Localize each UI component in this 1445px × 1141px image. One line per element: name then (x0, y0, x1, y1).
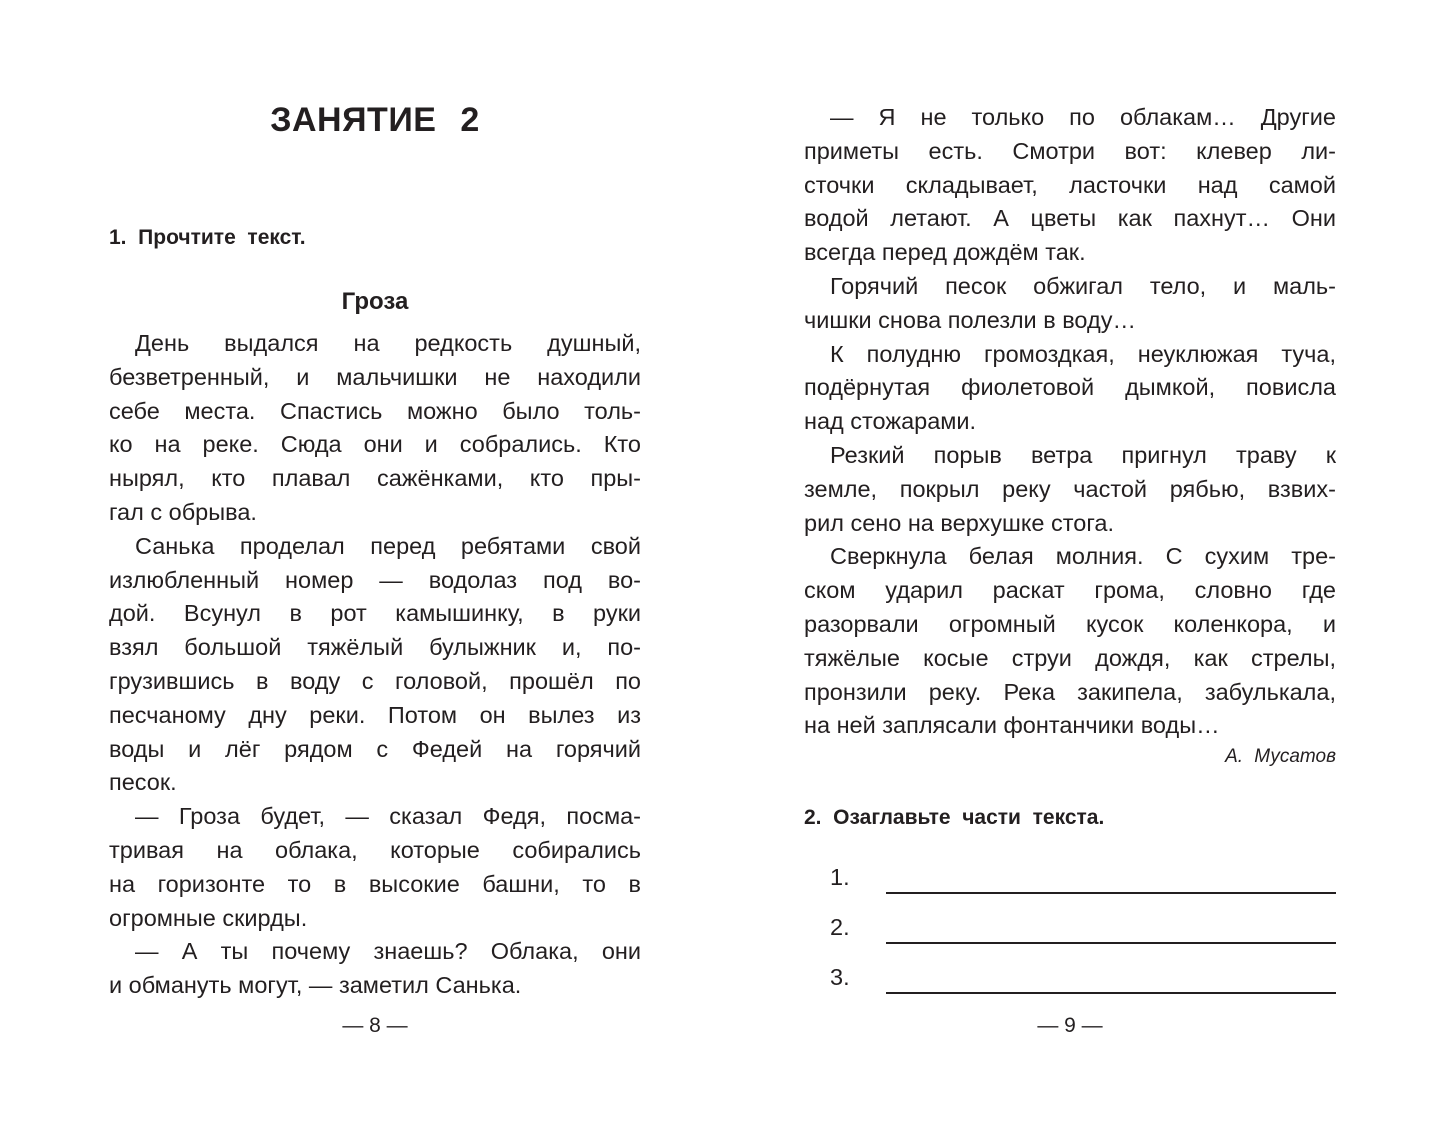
text-line: излюбленный номер — водолаз под во- (109, 566, 641, 593)
text-line: дой. Всунул в рот камышинку, в руки (109, 600, 641, 627)
text-line: разорвали огромный кусок коленкора, и (804, 610, 1336, 637)
text-line: — А ты почему знаешь? Облака, они (135, 938, 641, 965)
text-line: К полудню громоздкая, неуклюжая туча, (830, 340, 1336, 367)
story-text-left (109, 327, 641, 1003)
text-line: песчаному дну реки. Потом он вылез из (109, 701, 641, 728)
page-number-left: — 8 — (342, 1014, 408, 1037)
text-line: нырял, кто плавал сажёнками, кто пры- (109, 465, 641, 492)
text-line: подёрнутая фиолетовой дымкой, повисла (804, 374, 1336, 401)
page-number-right: — 9 — (1037, 1014, 1103, 1037)
lesson-title: ЗАНЯТИЕ 2 (270, 101, 480, 139)
text-line: воды и лёг рядом с Федей на горячий (109, 735, 641, 762)
answer-number: 2. (830, 914, 850, 940)
text-line: рил сено на верхушке стога. (804, 509, 1114, 536)
answer-input-2[interactable] (886, 942, 1336, 944)
text-line: Резкий порыв ветра пригнул траву к (830, 441, 1336, 468)
text-line: взял большой тяжёлый булыжник и, по- (109, 634, 641, 661)
text-line: тяжёлые косые струи дождя, как стрелы, (804, 644, 1336, 671)
answer-number: 3. (830, 964, 850, 990)
text-line: ко на реке. Сюда они и собрались. Кто (109, 431, 641, 458)
task-2-heading: 2. Озаглавьте части текста. (804, 806, 1105, 829)
text-line: над стожарами. (804, 408, 977, 435)
text-line: приметы есть. Смотри вот: клевер ли- (804, 137, 1336, 164)
text-line: Сверкнула белая молния. С сухим тре- (830, 543, 1336, 570)
text-line: себе места. Спастись можно было толь- (109, 397, 641, 424)
text-line: на горизонте то в высокие башни, то в (109, 870, 641, 897)
text-line: грузившись в воду с головой, прошёл по (109, 667, 641, 694)
text-line: гал с обрыва. (109, 498, 257, 525)
text-line: безветренный, и мальчишки не находили (109, 363, 641, 390)
text-line: чишки снова полезли в воду… (804, 306, 1136, 333)
story-title: Гроза (341, 288, 409, 315)
text-line: — Я не только по облакам… Другие (830, 104, 1336, 130)
answer-row-3 (830, 964, 1336, 998)
text-line: пронзили реку. Река закипела, забулькала, (804, 678, 1336, 705)
text-line: водой летают. А цветы как пахнут… Они (804, 205, 1336, 232)
answer-row-2 (830, 914, 1336, 948)
text-line: — Гроза будет, — сказал Федя, посма- (135, 803, 641, 830)
text-line: тривая на облака, которые собирались (109, 836, 641, 863)
text-line: ском ударил раскат грома, словно где (804, 577, 1336, 604)
text-line: земле, покрыл реку частой рябью, взвих- (804, 475, 1336, 502)
text-line: Горячий песок обжигал тело, и маль- (830, 272, 1336, 299)
text-line: огромные скирды. (109, 904, 308, 931)
answer-input-1[interactable] (886, 892, 1336, 894)
right-page (804, 0, 1336, 1141)
text-line: на ней заплясали фонтанчики воды… (804, 712, 1220, 739)
text-line: песок. (109, 769, 177, 796)
answer-row-1 (830, 864, 1336, 898)
answer-number: 1. (830, 864, 850, 890)
story-text-right (804, 101, 1336, 743)
answer-input-3[interactable] (886, 992, 1336, 994)
text-line: Санька проделал перед ребятами свой (135, 532, 641, 559)
text-line: всегда перед дождём так. (804, 239, 1086, 266)
task-1-heading: 1. Прочтите текст. (109, 226, 306, 249)
left-page (109, 0, 641, 1141)
author-attribution: А. Мусатов (1225, 746, 1336, 767)
text-line: День выдался на редкость душный, (135, 330, 641, 356)
text-line: и обмануть могут, — заметил Санька. (109, 972, 522, 999)
text-line: сточки складывает, ласточки над самой (804, 171, 1336, 198)
